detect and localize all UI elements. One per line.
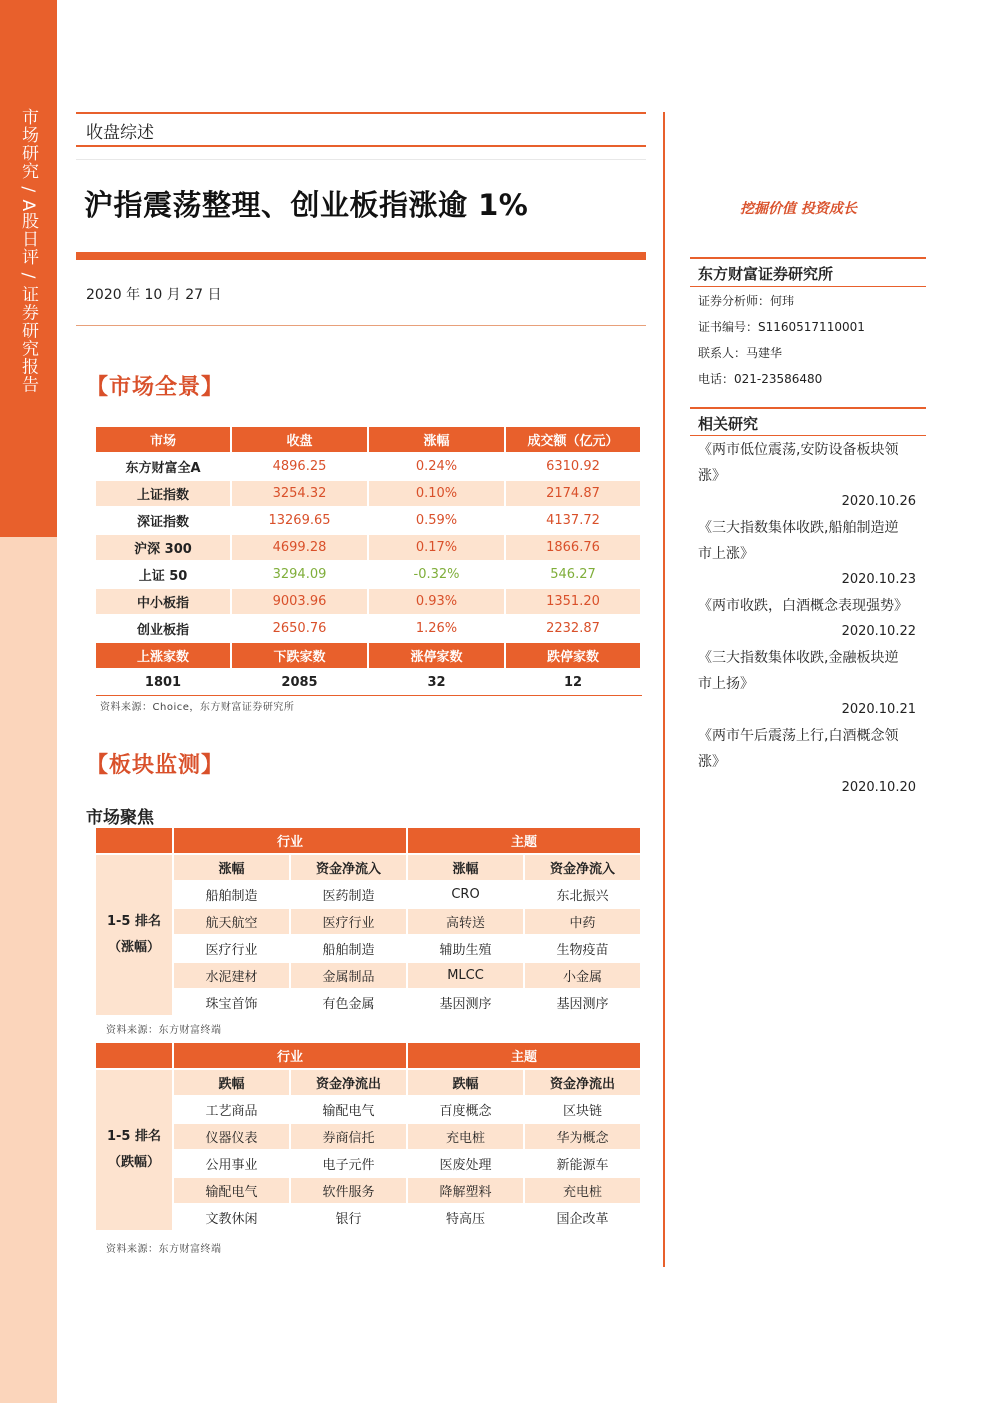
section-label: 收盘综述 (86, 123, 154, 143)
sector-bottom-source: 资料来源：东方财富终端 (106, 1244, 222, 1255)
stat-header: 上涨家数 (96, 643, 232, 670)
subheader: 资金净流入 (291, 855, 408, 882)
close-value: 4896.25 (232, 454, 369, 481)
date-rule (76, 325, 646, 326)
cell: 新能源车 (525, 1151, 642, 1178)
cell: 仪器仪表 (174, 1124, 291, 1151)
col-header: 市场 (96, 427, 232, 454)
market-name: 沪深 300 (96, 535, 232, 562)
related-item[interactable] (698, 593, 926, 645)
subheader: 跌幅 (408, 1070, 525, 1097)
change-value: 0.17% (369, 535, 506, 562)
analyst: 证券分析师：何玮 (698, 294, 795, 308)
table-row (96, 616, 642, 643)
turnover-value: 546.27 (506, 562, 642, 589)
cell: 公用事业 (174, 1151, 291, 1178)
change-value: 0.24% (369, 454, 506, 481)
cell: 基因测序 (525, 990, 642, 1017)
related-item-date: 2020.10.22 (841, 624, 916, 639)
sector-bottom-table (96, 1043, 642, 1232)
stat-header-row (96, 643, 642, 670)
turnover-value: 6310.92 (506, 454, 642, 481)
related-bottom-rule (690, 435, 926, 436)
related-item-date: 2020.10.20 (841, 780, 916, 795)
cell: 高转送 (408, 909, 525, 936)
table-row (96, 562, 642, 589)
cell: 电子元件 (291, 1151, 408, 1178)
col-header: 涨幅 (369, 427, 506, 454)
market-name: 深证指数 (96, 508, 232, 535)
thin-rule (76, 159, 646, 160)
cell: 国企改革 (525, 1205, 642, 1232)
cell: 软件服务 (291, 1178, 408, 1205)
change-value: 1.26% (369, 616, 506, 643)
turnover-value: 1866.76 (506, 535, 642, 562)
group-header-industry: 行业 (174, 1043, 408, 1070)
cell: 珠宝首饰 (174, 990, 291, 1017)
stat-value-row (96, 670, 642, 697)
related-item-date: 2020.10.26 (841, 494, 916, 509)
market-name: 上证 50 (96, 562, 232, 589)
market-name: 上证指数 (96, 481, 232, 508)
turnover-value: 2174.87 (506, 481, 642, 508)
subheader: 跌幅 (174, 1070, 291, 1097)
rank-label-line2: （涨幅） (107, 940, 160, 955)
sidebar-band (0, 0, 57, 1403)
table-row (96, 589, 642, 616)
table-row (96, 1178, 642, 1205)
table-row (96, 909, 642, 936)
stat-value: 32 (369, 670, 506, 697)
cell: 医药制造 (291, 882, 408, 909)
report-date: 2020 年 10 月 27 日 (86, 287, 222, 303)
cell: 船舶制造 (174, 882, 291, 909)
firm-top-rule (690, 257, 926, 259)
cell: 生物疫苗 (525, 936, 642, 963)
related-item-date: 2020.10.23 (841, 572, 916, 587)
change-value: 0.93% (369, 589, 506, 616)
cell: 银行 (291, 1205, 408, 1232)
col-header: 成交额（亿元） (506, 427, 642, 454)
table-row (96, 481, 642, 508)
related-item-date: 2020.10.21 (841, 702, 916, 717)
table-row (96, 882, 642, 909)
group-header-industry: 行业 (174, 828, 408, 855)
sector-top-table (96, 828, 642, 1017)
related-item-line1: 《两市收跌，白酒概念表现强势》 (698, 598, 908, 614)
market-name: 创业板指 (96, 616, 232, 643)
market-table-bottom-rule (96, 695, 642, 696)
slogan: 挖掘价值 投资成长 (740, 201, 857, 217)
table-row (96, 936, 642, 963)
related-item-line1: 《三大指数集体收跌,船舶制造逆 (698, 520, 899, 536)
cell: 医废处理 (408, 1151, 525, 1178)
cell: MLCC (408, 963, 525, 990)
phone: 电话：021-23586480 (698, 372, 823, 386)
related-item[interactable] (698, 723, 926, 801)
table-row (96, 535, 642, 562)
cell: 船舶制造 (291, 936, 408, 963)
cell: 券商信托 (291, 1124, 408, 1151)
cell: 特高压 (408, 1205, 525, 1232)
sector-heading: 【板块监测】 (86, 752, 225, 778)
cell: 工艺商品 (174, 1097, 291, 1124)
stat-value: 1801 (96, 670, 232, 697)
close-value: 2650.76 (232, 616, 369, 643)
rank-label-line1: 1-5 排名 (106, 1129, 161, 1144)
sidebar-vertical-text: 市场研究 / A股日评 / 证券研究报告 (18, 108, 38, 394)
group-header-row (96, 828, 642, 855)
cell: 小金属 (525, 963, 642, 990)
subheader: 资金净流入 (525, 855, 642, 882)
cell: 输配电气 (174, 1178, 291, 1205)
change-value: 0.59% (369, 508, 506, 535)
related-item-line1: 《两市午后震荡上行,白酒概念领 (698, 728, 899, 744)
market-name: 东方财富全A (96, 454, 232, 481)
subheader: 涨幅 (174, 855, 291, 882)
cell: 东北振兴 (525, 882, 642, 909)
table-row (96, 1097, 642, 1124)
table-row (96, 1124, 642, 1151)
market-name: 中小板指 (96, 589, 232, 616)
change-value: -0.32% (369, 562, 506, 589)
subheader: 涨幅 (408, 855, 525, 882)
cell: 充电桩 (525, 1178, 642, 1205)
table-row (96, 1205, 642, 1232)
market-source: 资料来源：Choice，东方财富证券研究所 (100, 702, 295, 713)
stat-value: 12 (506, 670, 642, 697)
cell: 航天航空 (174, 909, 291, 936)
related-item[interactable] (698, 515, 926, 593)
page-title: 沪指震荡整理、创业板指涨逾 1% (84, 188, 529, 222)
firm-bottom-rule (690, 286, 926, 287)
close-value: 9003.96 (232, 589, 369, 616)
market-heading: 【市场全景】 (86, 374, 225, 400)
related-item[interactable] (698, 645, 926, 723)
close-value: 4699.28 (232, 535, 369, 562)
cell: 输配电气 (291, 1097, 408, 1124)
related-item-line2: 市上涨》 (698, 546, 754, 562)
cell: 基因测序 (408, 990, 525, 1017)
turnover-value: 4137.72 (506, 508, 642, 535)
stat-value: 2085 (232, 670, 369, 697)
subheader: 资金净流出 (525, 1070, 642, 1097)
table-row (96, 963, 642, 990)
cell: 辅助生殖 (408, 936, 525, 963)
cell: 文教休闲 (174, 1205, 291, 1232)
subheader: 资金净流出 (291, 1070, 408, 1097)
cell: 百度概念 (408, 1097, 525, 1124)
cell: 金属制品 (291, 963, 408, 990)
related-item-line2: 涨》 (698, 468, 726, 484)
stat-header: 下跌家数 (232, 643, 369, 670)
close-value: 3294.09 (232, 562, 369, 589)
cell: 华为概念 (525, 1124, 642, 1151)
cell: 医疗行业 (174, 936, 291, 963)
table-row (96, 1151, 642, 1178)
group-header-row (96, 1043, 642, 1070)
turnover-value: 2232.87 (506, 616, 642, 643)
turnover-value: 1351.20 (506, 589, 642, 616)
related-list (698, 437, 926, 801)
rank-label-line2: （跌幅） (107, 1155, 160, 1170)
table-row (96, 990, 642, 1017)
market-table (96, 427, 642, 697)
cell: CRO (408, 882, 525, 909)
stat-header: 涨停家数 (369, 643, 506, 670)
related-item-line2: 市上扬》 (698, 676, 754, 692)
related-item-line1: 《三大指数集体收跌,金融板块逆 (698, 650, 899, 666)
contact-person: 联系人：马建华 (698, 346, 783, 360)
table-row (96, 508, 642, 535)
close-value: 3254.32 (232, 481, 369, 508)
top-rule (76, 112, 646, 114)
cell: 中药 (525, 909, 642, 936)
rank-label (96, 1070, 174, 1232)
related-item-line1: 《两市低位震荡,安防设备板块领 (698, 442, 899, 458)
rank-label-line1: 1-5 排名 (106, 914, 161, 929)
cell: 水泥建材 (174, 963, 291, 990)
related-item[interactable] (698, 437, 926, 515)
focus-title: 市场聚焦 (86, 808, 154, 828)
cell: 降解塑料 (408, 1178, 525, 1205)
change-value: 0.10% (369, 481, 506, 508)
market-table-header (96, 427, 642, 454)
rank-label (96, 855, 174, 1017)
subheader-row (96, 855, 642, 882)
col-header: 收盘 (232, 427, 369, 454)
sector-top-source: 资料来源：东方财富终端 (106, 1025, 222, 1036)
table-row (96, 454, 642, 481)
related-item-line2: 涨》 (698, 754, 726, 770)
related-title: 相关研究 (698, 415, 759, 433)
cell: 医疗行业 (291, 909, 408, 936)
firm-name: 东方财富证券研究所 (698, 265, 834, 283)
stat-header: 跌停家数 (506, 643, 642, 670)
cell: 区块链 (525, 1097, 642, 1124)
group-header-theme: 主题 (408, 828, 642, 855)
subheader-row (96, 1070, 642, 1097)
section-rule (76, 145, 646, 147)
license-number: 证书编号：S1160517110001 (698, 320, 865, 334)
group-header-theme: 主题 (408, 1043, 642, 1070)
title-bar (76, 252, 646, 260)
close-value: 13269.65 (232, 508, 369, 535)
column-divider (663, 112, 665, 1267)
cell: 有色金属 (291, 990, 408, 1017)
cell: 充电桩 (408, 1124, 525, 1151)
related-top-rule (690, 407, 926, 409)
